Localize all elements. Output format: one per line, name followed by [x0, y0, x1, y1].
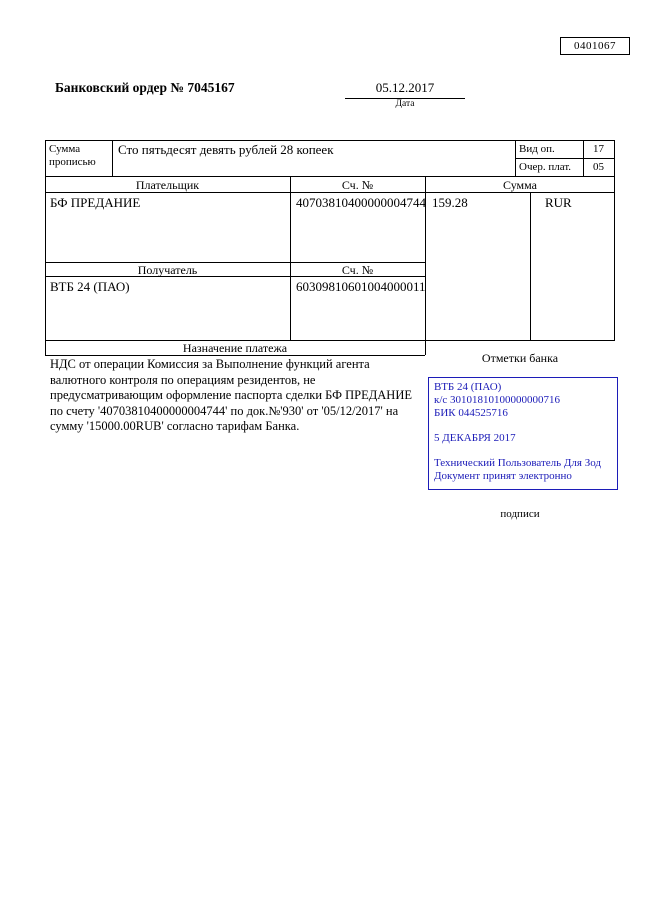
grid-line-currency-divider	[530, 192, 531, 340]
bank-stamp	[428, 377, 618, 490]
amount-words-label: Сумма прописью	[49, 143, 96, 168]
payee-account: 60309810601004000011	[296, 279, 426, 294]
bank-marks-column-header: Отметки банка	[481, 351, 559, 365]
grid-line-right-border	[614, 140, 615, 340]
amount-words-value: Сто пятьдесят девять рублей 28 копеек	[118, 142, 334, 157]
payer-account: 40703810400000004744	[296, 195, 426, 210]
payer-column-header: Плательщик	[135, 178, 200, 192]
grid-line-top	[45, 140, 615, 141]
purpose-text: НДС от операции Комиссия за Выполнение функций агента валютного контроля по операциям резидентов, не предусматривающим оформление паспорта сделки БФ ПРЕДАНИЕ по счету '40703810400000004744' по док.№'930' от '05/12/2017' на сумму '15000.00RUB' согласно тарифам Банка.	[50, 357, 412, 433]
form-code-box	[560, 37, 630, 55]
amount-value: 159.28	[432, 195, 468, 210]
priority-value: 05	[593, 161, 604, 173]
grid-line-left-border	[45, 140, 46, 355]
date-value: 05.12.2017	[345, 80, 465, 99]
signatures-label: подписи	[500, 508, 540, 520]
date-label: Дата	[395, 99, 415, 109]
purpose-column-header: Назначение платежа	[182, 341, 288, 355]
grid-line-account-divider	[290, 176, 291, 340]
op-type-value: 17	[593, 143, 604, 155]
grid-line-words-bottom	[45, 176, 615, 177]
stamp-date: 5 ДЕКАБРЯ 2017	[434, 432, 516, 444]
payer-account-column-header: Сч. №	[341, 178, 374, 192]
grid-line-optype-divider	[515, 158, 615, 159]
stamp-bik: БИК 044525716	[434, 407, 508, 419]
payee-account-column-header: Сч. №	[341, 263, 374, 277]
grid-line-optype-left	[515, 140, 516, 176]
payee-name: ВТБ 24 (ПАО)	[50, 279, 130, 294]
form-code: 0401067	[574, 40, 616, 52]
payee-column-header: Получатель	[137, 263, 198, 277]
stamp-bank-name: ВТБ 24 (ПАО)	[434, 381, 502, 393]
priority-label: Очер. плат.	[519, 161, 572, 173]
stamp-operator: Технический Пользователь Для Зод	[434, 457, 602, 469]
op-type-label: Вид оп.	[519, 143, 555, 155]
amount-currency: RUR	[545, 195, 572, 210]
stamp-accepted-note: Документ принят электронно	[434, 470, 572, 482]
document-title: Банковский ордер № 7045167	[55, 80, 235, 95]
grid-line-words-label-divider	[112, 140, 113, 176]
amount-column-header: Сумма	[503, 178, 537, 192]
stamp-corr-account: к/с 30101810100000000716	[434, 394, 561, 406]
payer-name: БФ ПРЕДАНИЕ	[50, 195, 141, 210]
